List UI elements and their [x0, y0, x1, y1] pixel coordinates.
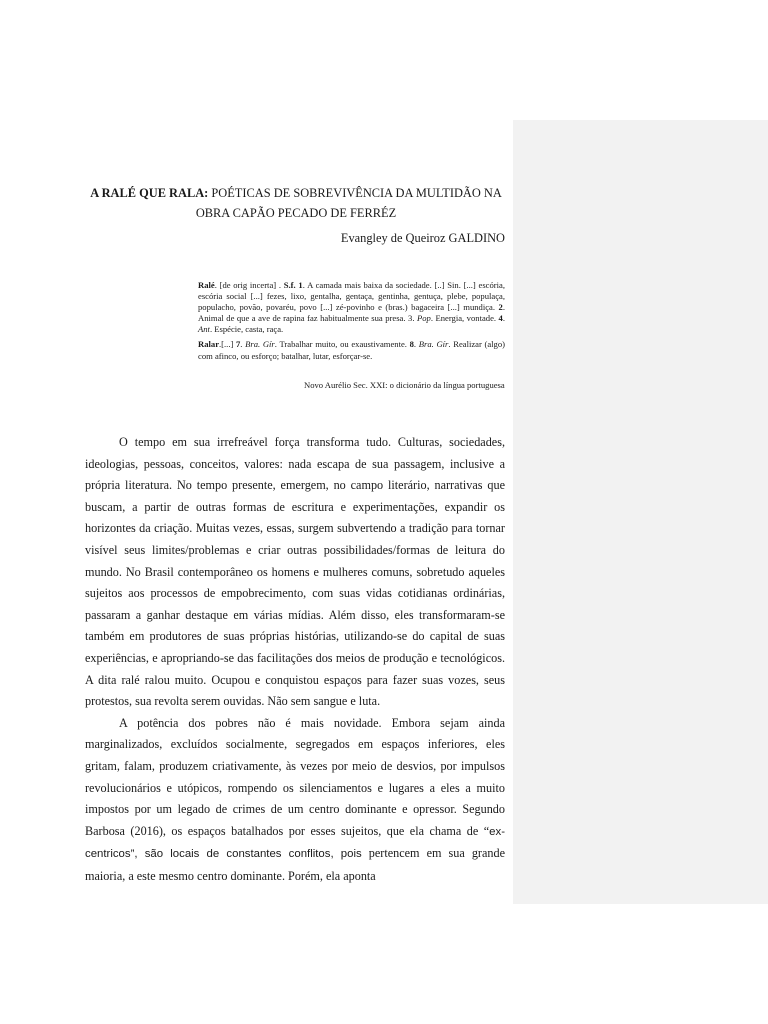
term-ralar: Ralar: [198, 339, 220, 350]
epigraph-italic: Ant: [198, 324, 210, 335]
epigraph-entry-ralar: [198, 339, 505, 361]
epigraph-bold: 7: [236, 339, 241, 350]
comment-pane: [513, 120, 768, 904]
epigraph-text: .[...]: [219, 339, 236, 350]
epigraph-bold: S.f. 1: [283, 280, 303, 290]
body-text: [85, 432, 505, 887]
document-title: [80, 183, 512, 223]
paragraph-2-text-end: pertencem em sua grande maioria, a este mesmo centro dominante. Porém, ela aponta: [85, 846, 505, 883]
paragraph-1: O tempo em sua irrefreável força transforma tudo. Culturas, sociedades, ideologias, pessoas, conceitos, valores: nada escapa de sua passagem, inclusive a própria literatura. No tempo presente, emergem, no campo literário, narrativas que buscam, a partir de outras formas de escritura e experimentações, expandir os horizontes da criação. Muitas vezes, essas, surgem subvertendo a tradição para tornar visível seus limites/problemas e criar outras possibilidades/formas de leitura do mundo. No Brasil contemporâneo os homens e mulheres comuns, sobretudo aqueles sujeitos aos processos de empobrecimento, com suas vidas cotidianas ordinárias, passaram a ganhar destaque em várias mídias. Além disso, eles transformaram-se também em produtores de suas próprias histórias, utilizando-se do capital de suas experiências, e apropriando-se das facilitações dos meios de produção e tecnológicos. A dita ralé ralou muito. Ocupou e conquistou espaços para fazer suas vozes, seus protestos, sua revolta serem ouvidas. Não sem sangue e luta.: [85, 435, 505, 709]
epigraph-text: . Energia, vontade.: [430, 313, 499, 324]
epigraph-source: Novo Aurélio Sec. XXI: o dicionário da língua portuguesa: [304, 380, 505, 390]
epigraph-text: .: [502, 313, 505, 324]
epigraph-entry-rale: [198, 280, 505, 335]
epigraph-text: . Espécie, casta, raça.: [209, 324, 284, 335]
paragraph-2-sans-text: ex-centricos”, são locais de constantes conflitos, pois: [85, 825, 505, 861]
epigraph-italic: Bra. Gír: [418, 339, 449, 350]
epigraph-text: .: [413, 339, 419, 350]
epigraph-text: . [de orig incerta] .: [214, 280, 284, 290]
paragraph-2: [85, 713, 505, 888]
term-rale: Ralé: [198, 280, 215, 290]
epigraph-bold: 4: [498, 313, 503, 324]
epigraph-italic: Bra. Gír: [245, 339, 275, 350]
title-bold-part: A RALÉ QUE RALA:: [90, 186, 209, 200]
author-name: Evangley de Queiroz GALDINO: [340, 231, 505, 245]
title-rest: POÉTICAS DE SOBREVIVÊNCIA DA MULTIDÃO NA OBRA CAPÃO PECADO DE FERRÉZ: [195, 186, 502, 220]
epigraph: [198, 280, 505, 366]
epigraph-text: . Trabalhar muito, ou exaustivamente.: [274, 339, 410, 350]
epigraph-text: . A camada mais baixa da sociedade. [..] Sin. [...] escória, escória social [...] fezes, lixo, gentalha, gentaça, gentinha, gentuça, plebe, populaça, populacho, povão, povaréu, povo [...] zé-povinho e (bras.) bagaceira [...] mundiça.: [198, 280, 505, 313]
epigraph-bold: 2: [498, 302, 503, 313]
paragraph-2-text: A potência dos pobres não é mais novidade. Embora sejam ainda marginalizados, excluídos socialmente, segregados em espaços inferiores, eles gritam, falam, produzem criativamente, às vezes por meio de desvios, por impulsos revolucionários e utópicos, rompendo os silenciamentos e lugares a eles a muito impostos por um legado de crimes de um centro dominante e opressor. Segundo Barbosa (2016), os espaços batalhados por esses sujeitos, que ela chama de “: [85, 715, 505, 838]
epigraph-text: . Realizar (algo) com afinco, ou esforço; batalhar, lutar, esforçar-se.: [198, 339, 506, 361]
epigraph-bold: 8: [409, 339, 414, 350]
epigraph-italic: Pop: [416, 313, 431, 324]
epigraph-text: .: [240, 339, 246, 350]
epigraph-text: . Animal de que a ave de rapina faz habitualmente sua presa. 3.: [198, 302, 505, 324]
